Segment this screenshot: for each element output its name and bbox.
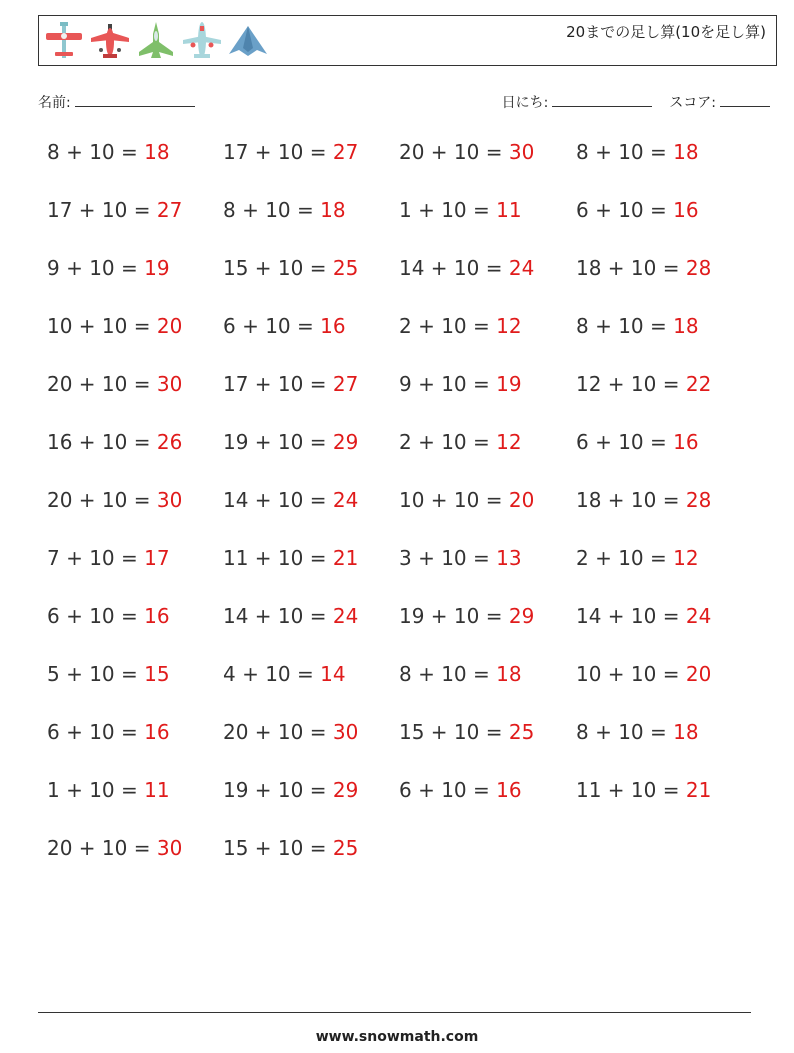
problem-answer: 12 <box>496 430 522 454</box>
problem-answer: 24 <box>685 604 712 628</box>
problem-question: 20 + 10 = <box>47 372 157 396</box>
problem-answer: 29 <box>332 430 359 454</box>
plane-red-icon <box>43 20 85 62</box>
problem-question: 17 + 10 = <box>47 198 157 222</box>
problem-answer: 25 <box>332 836 359 860</box>
problem-question: 2 + 10 = <box>399 314 497 338</box>
problem-answer: 21 <box>685 778 712 802</box>
problem-answer: 29 <box>332 778 359 802</box>
problem-item <box>576 720 699 744</box>
problem-answer: 11 <box>144 778 170 802</box>
problem-item <box>223 662 346 686</box>
problem-answer: 22 <box>685 372 712 396</box>
date-score-fields <box>502 92 770 112</box>
problem-question: 10 + 10 = <box>47 314 157 338</box>
problem-question: 19 + 10 = <box>223 430 333 454</box>
problem-answer: 15 <box>144 662 170 686</box>
problem-item <box>576 198 699 222</box>
problem-question: 20 + 10 = <box>223 720 333 744</box>
score-line[interactable] <box>720 105 770 107</box>
problem-item <box>47 662 170 686</box>
problem-item <box>576 488 711 512</box>
problem-answer: 29 <box>508 604 535 628</box>
problem-answer: 12 <box>496 314 522 338</box>
problem-item <box>223 488 358 512</box>
problem-item <box>47 314 182 338</box>
problem-question: 14 + 10 = <box>399 256 509 280</box>
problem-question: 6 + 10 = <box>47 720 145 744</box>
problem-question: 17 + 10 = <box>223 140 333 164</box>
problem-row <box>47 720 767 778</box>
problem-item <box>47 836 182 860</box>
date-label: 日にち: <box>501 95 549 111</box>
problem-item <box>399 662 522 686</box>
problem-row <box>47 604 767 662</box>
problem-answer: 18 <box>320 198 346 222</box>
problem-item <box>223 720 358 744</box>
problem-question: 1 + 10 = <box>47 778 145 802</box>
problem-answer: 30 <box>508 140 535 164</box>
problem-item <box>576 662 711 686</box>
problem-question: 16 + 10 = <box>47 430 157 454</box>
problem-question: 6 + 10 = <box>223 314 321 338</box>
problem-item <box>223 604 358 628</box>
footer-url: www.snowmath.com <box>315 1029 479 1045</box>
problem-answer: 24 <box>508 256 535 280</box>
plane-icons <box>43 20 269 62</box>
problem-answer: 13 <box>496 546 522 570</box>
problem-question: 7 + 10 = <box>47 546 145 570</box>
problem-question: 1 + 10 = <box>399 198 497 222</box>
problem-question: 11 + 10 = <box>223 546 333 570</box>
problem-item <box>576 546 699 570</box>
problem-row <box>47 836 767 894</box>
jet-green-icon <box>135 20 177 62</box>
problem-answer: 20 <box>156 314 183 338</box>
problem-answer: 21 <box>332 546 359 570</box>
problem-question: 8 + 10 = <box>223 198 321 222</box>
problem-item <box>47 720 170 744</box>
problem-question: 11 + 10 = <box>576 778 686 802</box>
problem-answer: 30 <box>332 720 359 744</box>
problem-answer: 20 <box>685 662 712 686</box>
problem-answer: 30 <box>156 836 183 860</box>
problem-item <box>47 372 182 396</box>
page-title: 20までの足し算(10を足し算) <box>566 23 766 41</box>
problem-answer: 12 <box>673 546 699 570</box>
problem-question: 9 + 10 = <box>399 372 497 396</box>
problem-item <box>223 372 358 396</box>
problem-item <box>399 430 522 454</box>
plane-red-icon <box>89 20 131 62</box>
problem-question: 15 + 10 = <box>223 256 333 280</box>
problem-item <box>47 546 170 570</box>
problem-row <box>47 198 767 256</box>
name-line[interactable] <box>75 105 195 107</box>
problem-question: 3 + 10 = <box>399 546 497 570</box>
problem-row <box>47 314 767 372</box>
problem-question: 8 + 10 = <box>47 140 145 164</box>
problem-question: 14 + 10 = <box>223 488 333 512</box>
problem-question: 15 + 10 = <box>223 836 333 860</box>
problem-item <box>399 778 522 802</box>
problem-question: 20 + 10 = <box>399 140 509 164</box>
problem-question: 6 + 10 = <box>576 198 674 222</box>
problem-item <box>223 314 346 338</box>
footer-divider <box>38 1012 751 1013</box>
problem-answer: 30 <box>156 488 183 512</box>
problem-row <box>47 256 767 314</box>
problem-item <box>576 372 711 396</box>
problem-item <box>223 430 358 454</box>
problem-question: 6 + 10 = <box>399 778 497 802</box>
problem-question: 18 + 10 = <box>576 256 686 280</box>
problem-row <box>47 662 767 720</box>
problem-item <box>576 778 711 802</box>
problem-answer: 24 <box>332 488 359 512</box>
problem-item <box>576 430 699 454</box>
problem-answer: 27 <box>156 198 183 222</box>
problem-answer: 24 <box>332 604 359 628</box>
problem-item <box>223 140 358 164</box>
problem-answer: 18 <box>673 140 699 164</box>
problem-answer: 16 <box>496 778 522 802</box>
problem-row <box>47 778 767 836</box>
problem-item <box>47 140 170 164</box>
problem-answer: 16 <box>673 430 699 454</box>
problem-answer: 16 <box>144 604 170 628</box>
problem-answer: 28 <box>685 256 712 280</box>
problem-question: 19 + 10 = <box>399 604 509 628</box>
problem-question: 4 + 10 = <box>223 662 321 686</box>
problem-answer: 18 <box>673 720 699 744</box>
problem-question: 10 + 10 = <box>576 662 686 686</box>
problem-item <box>223 546 358 570</box>
problem-item <box>399 720 534 744</box>
problem-question: 14 + 10 = <box>223 604 333 628</box>
problem-answer: 16 <box>320 314 346 338</box>
problem-answer: 28 <box>685 488 712 512</box>
problem-question: 14 + 10 = <box>576 604 686 628</box>
header-box <box>38 15 777 66</box>
problem-answer: 25 <box>332 256 359 280</box>
problem-row <box>47 430 767 488</box>
problem-item <box>576 314 699 338</box>
problem-question: 15 + 10 = <box>399 720 509 744</box>
problem-question: 19 + 10 = <box>223 778 333 802</box>
problem-row <box>47 372 767 430</box>
problem-answer: 18 <box>144 140 170 164</box>
problem-question: 8 + 10 = <box>576 314 674 338</box>
problem-answer: 14 <box>320 662 346 686</box>
problem-question: 12 + 10 = <box>576 372 686 396</box>
problem-question: 6 + 10 = <box>576 430 674 454</box>
problem-answer: 20 <box>508 488 535 512</box>
stealth-blue-icon <box>227 20 269 62</box>
problem-item <box>47 778 170 802</box>
problem-item <box>399 256 534 280</box>
problem-item <box>399 546 522 570</box>
problem-item <box>399 372 522 396</box>
problem-question: 8 + 10 = <box>576 720 674 744</box>
problem-answer: 18 <box>673 314 699 338</box>
problem-row <box>47 140 767 198</box>
problem-question: 20 + 10 = <box>47 488 157 512</box>
problem-answer: 26 <box>156 430 183 454</box>
problem-item <box>399 604 534 628</box>
problem-item <box>576 256 711 280</box>
problem-answer: 16 <box>144 720 170 744</box>
problem-item <box>47 198 182 222</box>
problem-item <box>399 314 522 338</box>
problem-question: 10 + 10 = <box>399 488 509 512</box>
problem-item <box>399 488 534 512</box>
problem-grid <box>47 140 767 894</box>
problem-item <box>223 256 358 280</box>
problem-question: 20 + 10 = <box>47 836 157 860</box>
problem-item <box>47 604 170 628</box>
problem-item <box>47 430 182 454</box>
problem-question: 8 + 10 = <box>576 140 674 164</box>
problem-question: 9 + 10 = <box>47 256 145 280</box>
problem-answer: 27 <box>332 372 359 396</box>
problem-answer: 18 <box>496 662 522 686</box>
problem-answer: 17 <box>144 546 170 570</box>
problem-row <box>47 546 767 604</box>
name-field <box>38 92 195 112</box>
problem-answer: 16 <box>673 198 699 222</box>
problem-item <box>576 604 711 628</box>
score-label: スコア: <box>669 95 716 111</box>
problem-question: 8 + 10 = <box>399 662 497 686</box>
problem-item <box>47 256 170 280</box>
problem-question: 17 + 10 = <box>223 372 333 396</box>
problem-item <box>576 140 699 164</box>
problem-question: 6 + 10 = <box>47 604 145 628</box>
problem-row <box>47 488 767 546</box>
problem-question: 5 + 10 = <box>47 662 145 686</box>
problem-answer: 27 <box>332 140 359 164</box>
problem-item <box>399 140 534 164</box>
problem-item <box>223 198 346 222</box>
problem-answer: 25 <box>508 720 535 744</box>
problem-answer: 11 <box>496 198 522 222</box>
date-line[interactable] <box>552 105 652 107</box>
problem-question: 18 + 10 = <box>576 488 686 512</box>
problem-item <box>47 488 182 512</box>
problem-answer: 30 <box>156 372 183 396</box>
problem-item <box>223 836 358 860</box>
problem-item <box>399 198 522 222</box>
name-label: 名前: <box>38 95 71 111</box>
problem-answer: 19 <box>144 256 170 280</box>
plane-teal-icon <box>181 20 223 62</box>
problem-question: 2 + 10 = <box>399 430 497 454</box>
problem-question: 2 + 10 = <box>576 546 674 570</box>
problem-item <box>223 778 358 802</box>
problem-answer: 19 <box>496 372 522 396</box>
